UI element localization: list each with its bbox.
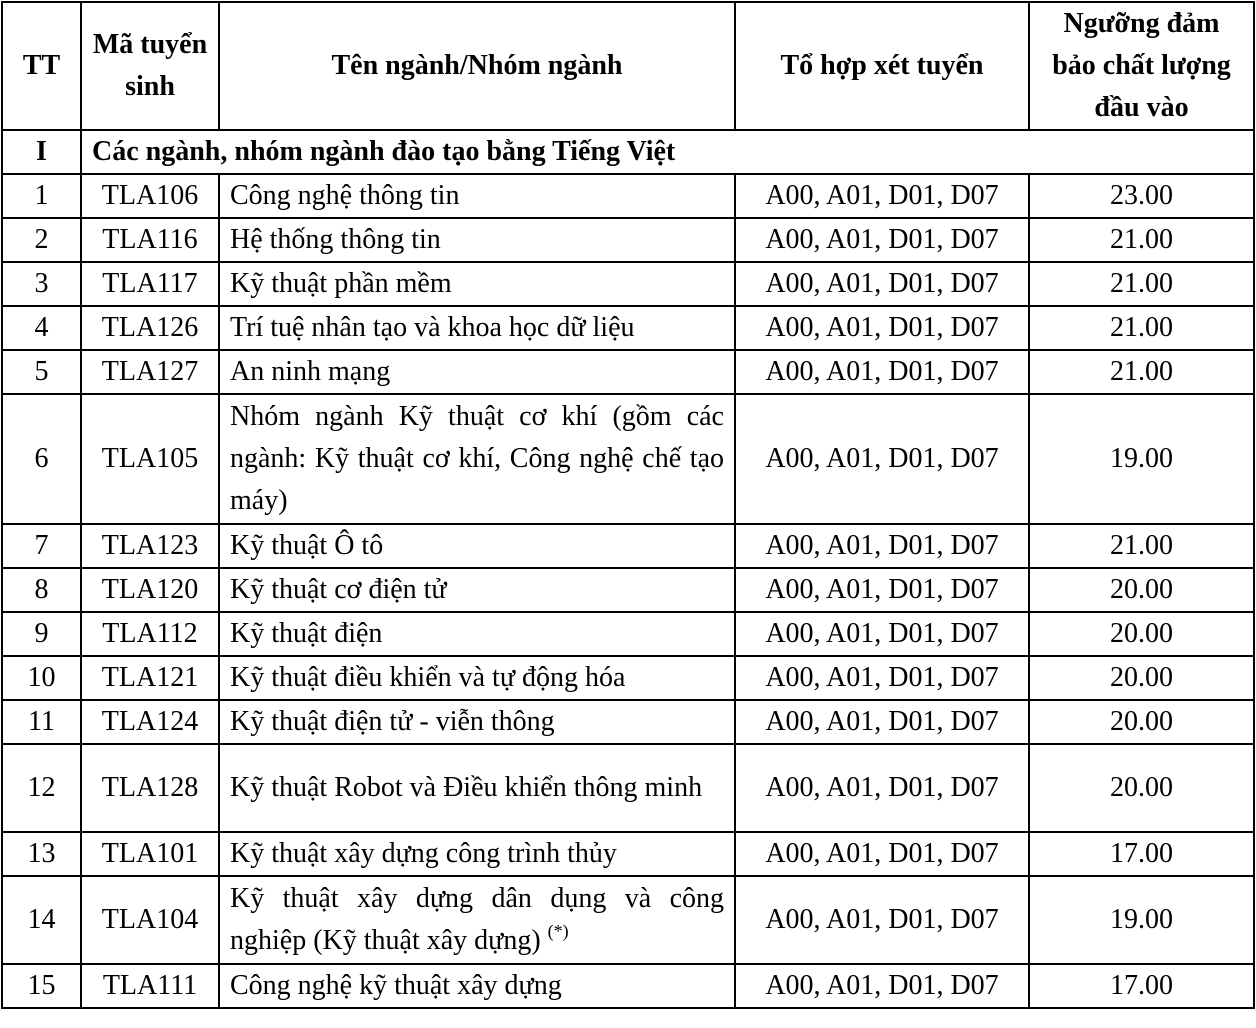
row-code: TLA124 bbox=[81, 700, 219, 744]
row-tt: 9 bbox=[2, 612, 81, 656]
row-tt: 7 bbox=[2, 524, 81, 568]
row-code: TLA117 bbox=[81, 262, 219, 306]
row-tt: 1 bbox=[2, 174, 81, 218]
row-name: An ninh mạng bbox=[219, 350, 735, 394]
header-name: Tên ngành/Nhóm ngành bbox=[219, 2, 735, 130]
row-name-note: (*) bbox=[547, 921, 569, 941]
row-code: TLA127 bbox=[81, 350, 219, 394]
row-code: TLA101 bbox=[81, 832, 219, 876]
row-name: Hệ thống thông tin bbox=[219, 218, 735, 262]
row-name: Kỹ thuật xây dựng công trình thủy bbox=[219, 832, 735, 876]
row-code: TLA128 bbox=[81, 744, 219, 832]
row-combo: A00, A01, D01, D07 bbox=[735, 700, 1029, 744]
row-combo: A00, A01, D01, D07 bbox=[735, 744, 1029, 832]
row-combo: A00, A01, D01, D07 bbox=[735, 832, 1029, 876]
row-threshold: 20.00 bbox=[1029, 744, 1254, 832]
row-threshold: 21.00 bbox=[1029, 218, 1254, 262]
row-name: Trí tuệ nhân tạo và khoa học dữ liệu bbox=[219, 306, 735, 350]
row-name: Nhóm ngành Kỹ thuật cơ khí (gồm các ngành: Kỹ thuật cơ khí, Công nghệ chế tạo máy) bbox=[219, 394, 735, 524]
table-row bbox=[2, 612, 1254, 656]
row-tt: 10 bbox=[2, 656, 81, 700]
row-threshold: 20.00 bbox=[1029, 656, 1254, 700]
row-threshold: 19.00 bbox=[1029, 876, 1254, 964]
row-tt: 14 bbox=[2, 876, 81, 964]
table-row bbox=[2, 656, 1254, 700]
row-threshold: 21.00 bbox=[1029, 350, 1254, 394]
row-combo: A00, A01, D01, D07 bbox=[735, 350, 1029, 394]
row-threshold: 20.00 bbox=[1029, 700, 1254, 744]
row-code: TLA116 bbox=[81, 218, 219, 262]
table-row bbox=[2, 876, 1254, 964]
row-name: Kỹ thuật phần mềm bbox=[219, 262, 735, 306]
row-combo: A00, A01, D01, D07 bbox=[735, 964, 1029, 1008]
table-row bbox=[2, 350, 1254, 394]
row-name: Kỹ thuật Ô tô bbox=[219, 524, 735, 568]
row-threshold: 23.00 bbox=[1029, 174, 1254, 218]
row-tt: 13 bbox=[2, 832, 81, 876]
row-code: TLA121 bbox=[81, 656, 219, 700]
row-tt: 6 bbox=[2, 394, 81, 524]
row-threshold: 21.00 bbox=[1029, 262, 1254, 306]
row-threshold: 21.00 bbox=[1029, 306, 1254, 350]
section-row bbox=[2, 130, 1254, 174]
row-tt: 5 bbox=[2, 350, 81, 394]
row-code: TLA105 bbox=[81, 394, 219, 524]
row-code: TLA104 bbox=[81, 876, 219, 964]
row-combo: A00, A01, D01, D07 bbox=[735, 568, 1029, 612]
row-name: Kỹ thuật cơ điện tử bbox=[219, 568, 735, 612]
section-number: I bbox=[2, 130, 81, 174]
row-combo: A00, A01, D01, D07 bbox=[735, 524, 1029, 568]
row-name: Kỹ thuật xây dựng dân dụng và công nghiệp (Kỹ thuật xây dựng) bbox=[230, 883, 724, 956]
row-combo: A00, A01, D01, D07 bbox=[735, 656, 1029, 700]
table-row bbox=[2, 262, 1254, 306]
row-code: TLA126 bbox=[81, 306, 219, 350]
row-tt: 4 bbox=[2, 306, 81, 350]
table-row bbox=[2, 700, 1254, 744]
row-combo: A00, A01, D01, D07 bbox=[735, 262, 1029, 306]
row-tt: 11 bbox=[2, 700, 81, 744]
row-code: TLA120 bbox=[81, 568, 219, 612]
row-threshold: 17.00 bbox=[1029, 964, 1254, 1008]
row-threshold: 20.00 bbox=[1029, 612, 1254, 656]
table-row bbox=[2, 394, 1254, 524]
table-row bbox=[2, 174, 1254, 218]
row-combo: A00, A01, D01, D07 bbox=[735, 612, 1029, 656]
table-row bbox=[2, 306, 1254, 350]
header-threshold: Ngưỡng đảm bảo chất lượng đầu vào bbox=[1029, 2, 1254, 130]
header-combo: Tổ hợp xét tuyển bbox=[735, 2, 1029, 130]
header-code: Mã tuyển sinh bbox=[81, 2, 219, 130]
admissions-threshold-table bbox=[1, 1, 1255, 1009]
row-combo: A00, A01, D01, D07 bbox=[735, 174, 1029, 218]
row-tt: 8 bbox=[2, 568, 81, 612]
row-name: Kỹ thuật điện bbox=[219, 612, 735, 656]
section-title: Các ngành, nhóm ngành đào tạo bằng Tiếng Việt bbox=[81, 130, 1254, 174]
row-name: Kỹ thuật Robot và Điều khiển thông minh bbox=[219, 744, 735, 832]
row-tt: 2 bbox=[2, 218, 81, 262]
row-threshold: 20.00 bbox=[1029, 568, 1254, 612]
row-name: Công nghệ thông tin bbox=[219, 174, 735, 218]
row-tt: 12 bbox=[2, 744, 81, 832]
row-threshold: 21.00 bbox=[1029, 524, 1254, 568]
row-combo: A00, A01, D01, D07 bbox=[735, 306, 1029, 350]
table-row bbox=[2, 832, 1254, 876]
row-name-cell bbox=[219, 876, 735, 964]
row-tt: 15 bbox=[2, 964, 81, 1008]
table-row bbox=[2, 568, 1254, 612]
row-combo: A00, A01, D01, D07 bbox=[735, 394, 1029, 524]
row-code: TLA112 bbox=[81, 612, 219, 656]
row-combo: A00, A01, D01, D07 bbox=[735, 876, 1029, 964]
row-code: TLA111 bbox=[81, 964, 219, 1008]
row-name: Kỹ thuật điều khiển và tự động hóa bbox=[219, 656, 735, 700]
table-row bbox=[2, 964, 1254, 1008]
row-threshold: 17.00 bbox=[1029, 832, 1254, 876]
row-code: TLA123 bbox=[81, 524, 219, 568]
row-code: TLA106 bbox=[81, 174, 219, 218]
header-row bbox=[2, 2, 1254, 130]
header-tt: TT bbox=[2, 2, 81, 130]
table-row bbox=[2, 744, 1254, 832]
row-name: Công nghệ kỹ thuật xây dựng bbox=[219, 964, 735, 1008]
row-name: Kỹ thuật điện tử - viễn thông bbox=[219, 700, 735, 744]
row-tt: 3 bbox=[2, 262, 81, 306]
row-threshold: 19.00 bbox=[1029, 394, 1254, 524]
row-combo: A00, A01, D01, D07 bbox=[735, 218, 1029, 262]
table-row bbox=[2, 218, 1254, 262]
table-row bbox=[2, 524, 1254, 568]
